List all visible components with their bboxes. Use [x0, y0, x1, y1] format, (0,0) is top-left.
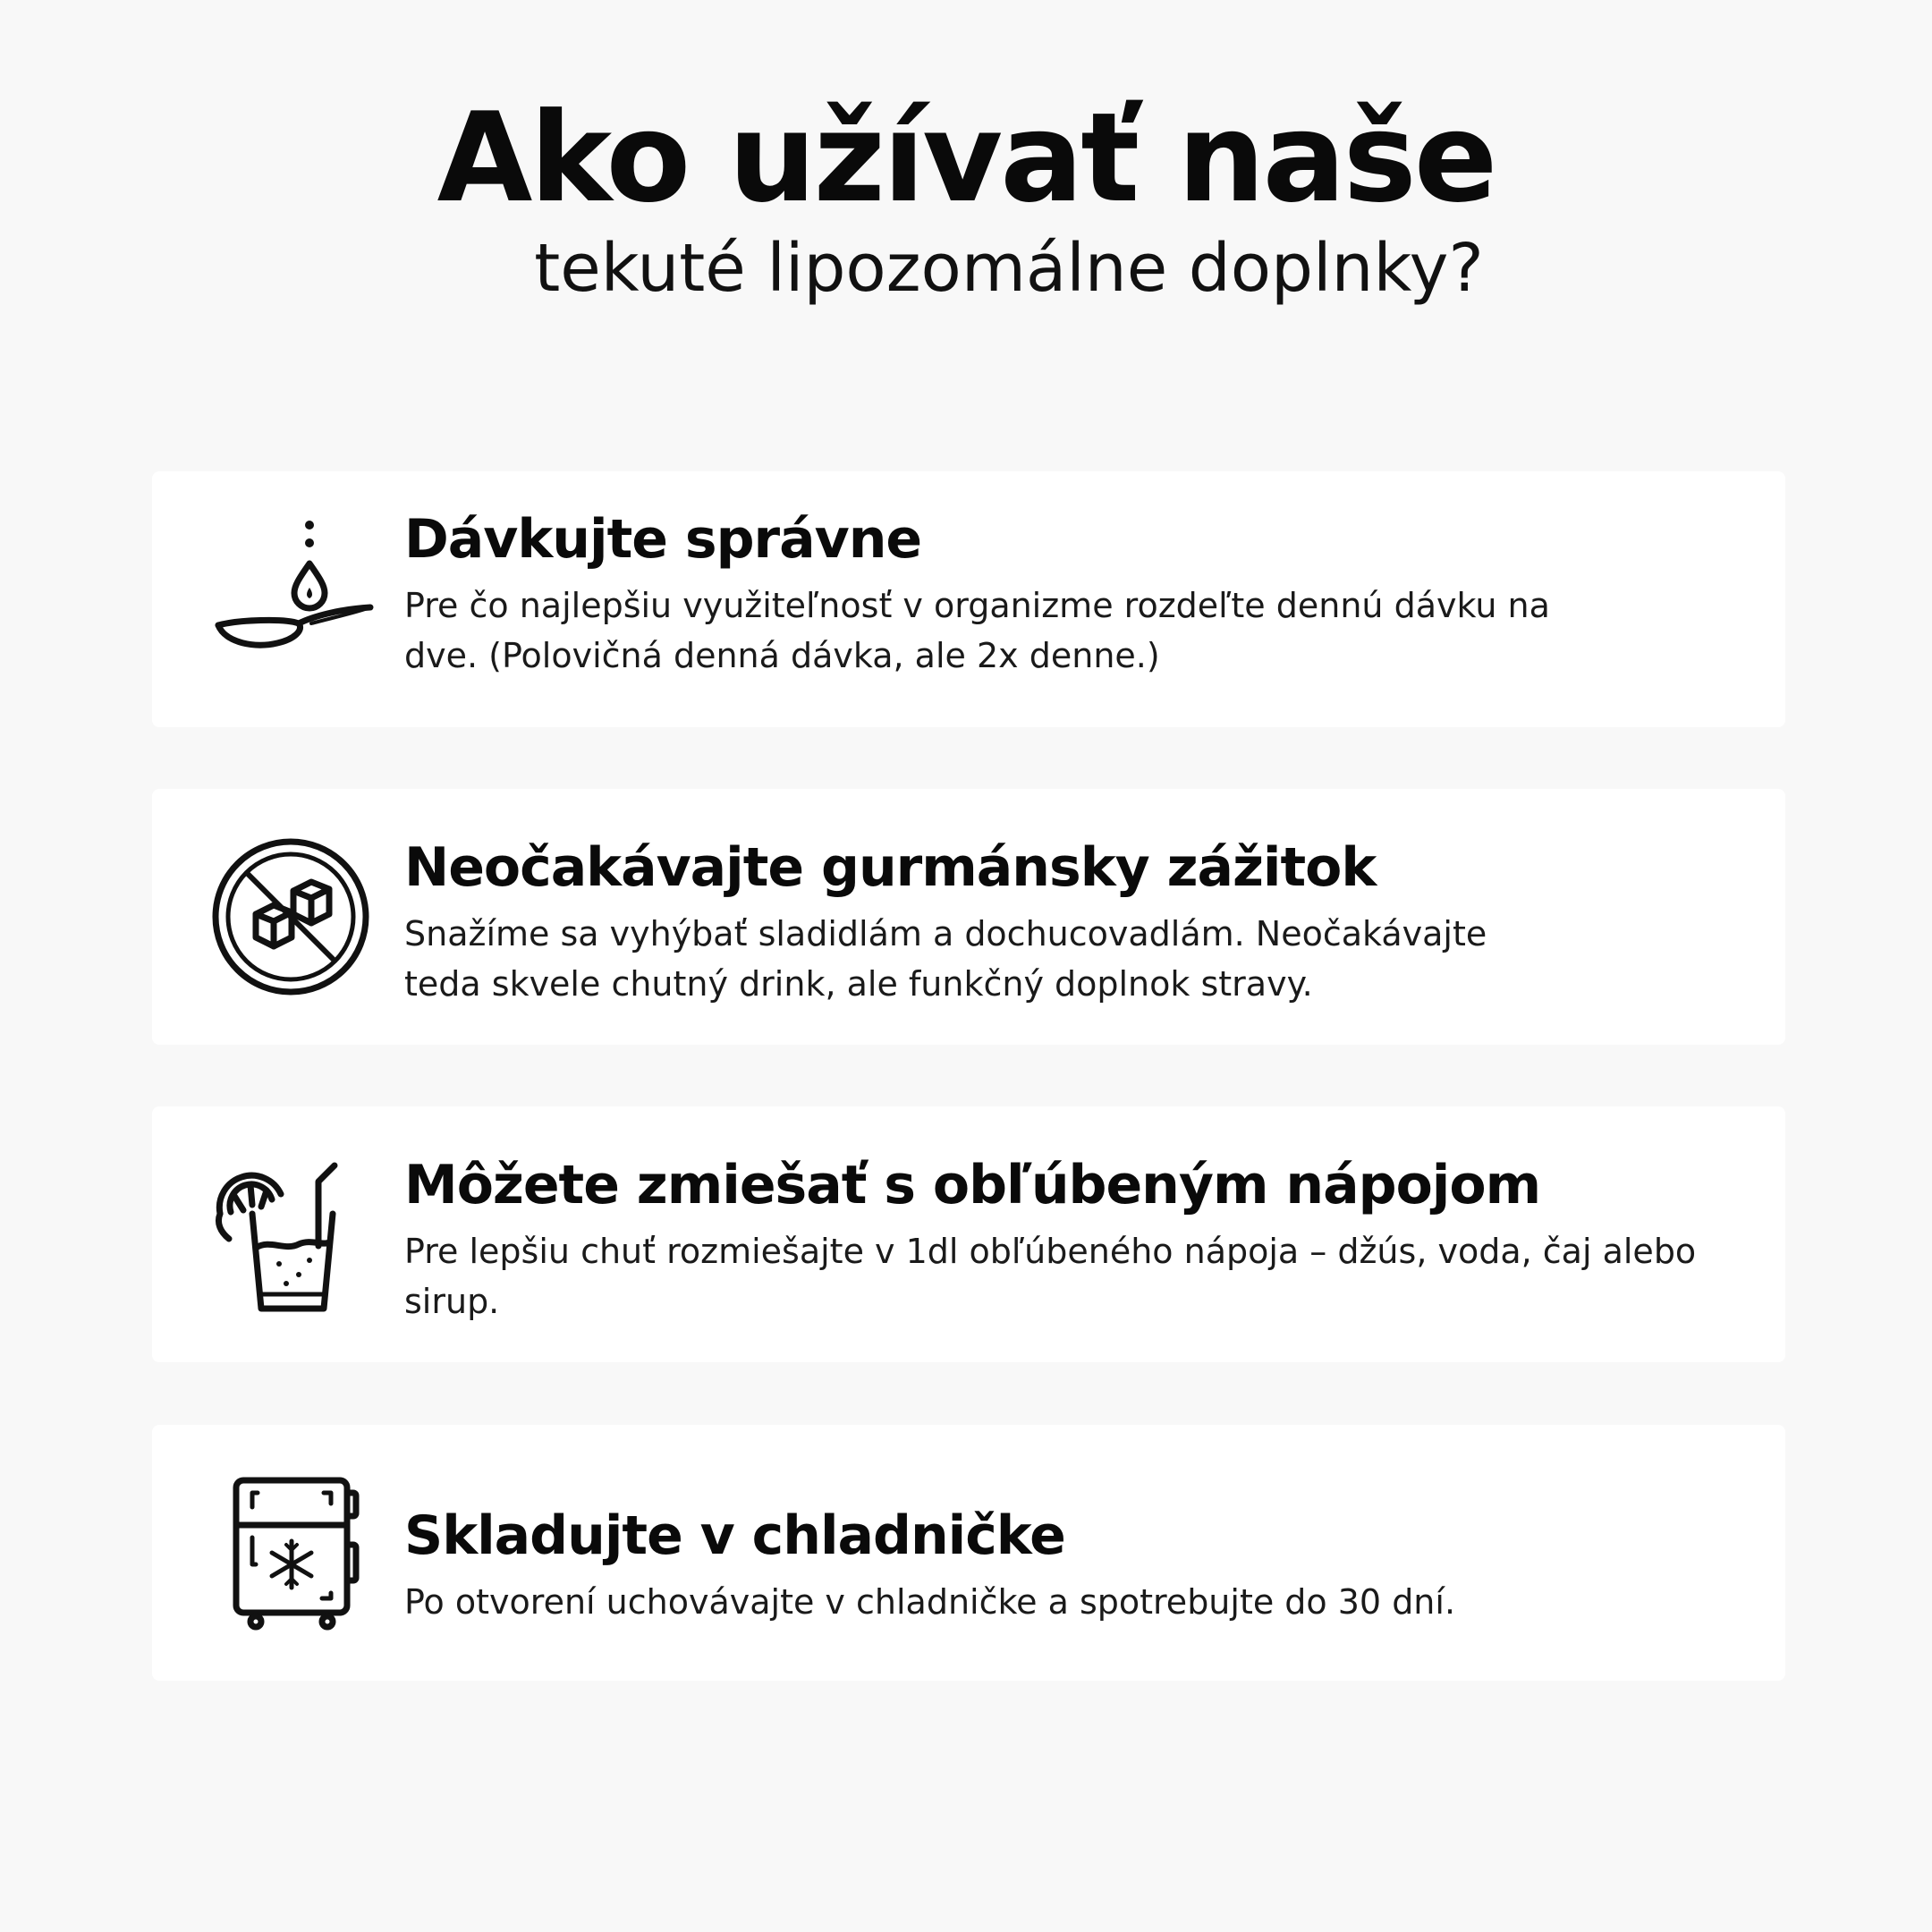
card-body: Snažíme sa vyhýbať sladidlám a dochucovadlám. Neočakávajte teda skvele chutný drink, ale funkčný doplnok stravy. — [404, 914, 1487, 1004]
card-heading: Môžete zmiešať s obľúbeným nápojom — [404, 1154, 1541, 1216]
spoon-drops-icon — [206, 514, 376, 684]
card-body: Po otvorení uchovávajte v chladničke a spotrebujte do 30 dní. — [404, 1582, 1456, 1622]
page-title: Ako užívať naše — [436, 86, 1496, 230]
card-heading: Neočakávajte gurmánsky zážitok — [404, 836, 1377, 899]
info-card-taste — [152, 789, 1785, 1045]
card-body: Pre čo najlepšiu využiteľnosť v organizme rozdeľte dennú dávku na dve. (Polovičná denná dávka, ale 2x denne.) — [404, 586, 1550, 675]
info-card-mix — [152, 1106, 1785, 1362]
card-heading: Dávkujte správne — [404, 508, 922, 571]
fridge-icon — [206, 1468, 376, 1638]
info-card-dosage — [152, 471, 1785, 727]
page-subtitle: tekuté lipozomálne doplnky? — [534, 230, 1484, 307]
card-heading: Skladujte v chladničke — [404, 1504, 1065, 1567]
card-body: Pre lepšiu chuť rozmiešajte v 1dl obľúbeného nápoja – džús, voda, čaj alebo sirup. — [404, 1232, 1697, 1321]
no-sugar-icon — [206, 832, 376, 1002]
drink-glass-icon — [206, 1149, 376, 1319]
info-card-storage — [152, 1425, 1785, 1681]
